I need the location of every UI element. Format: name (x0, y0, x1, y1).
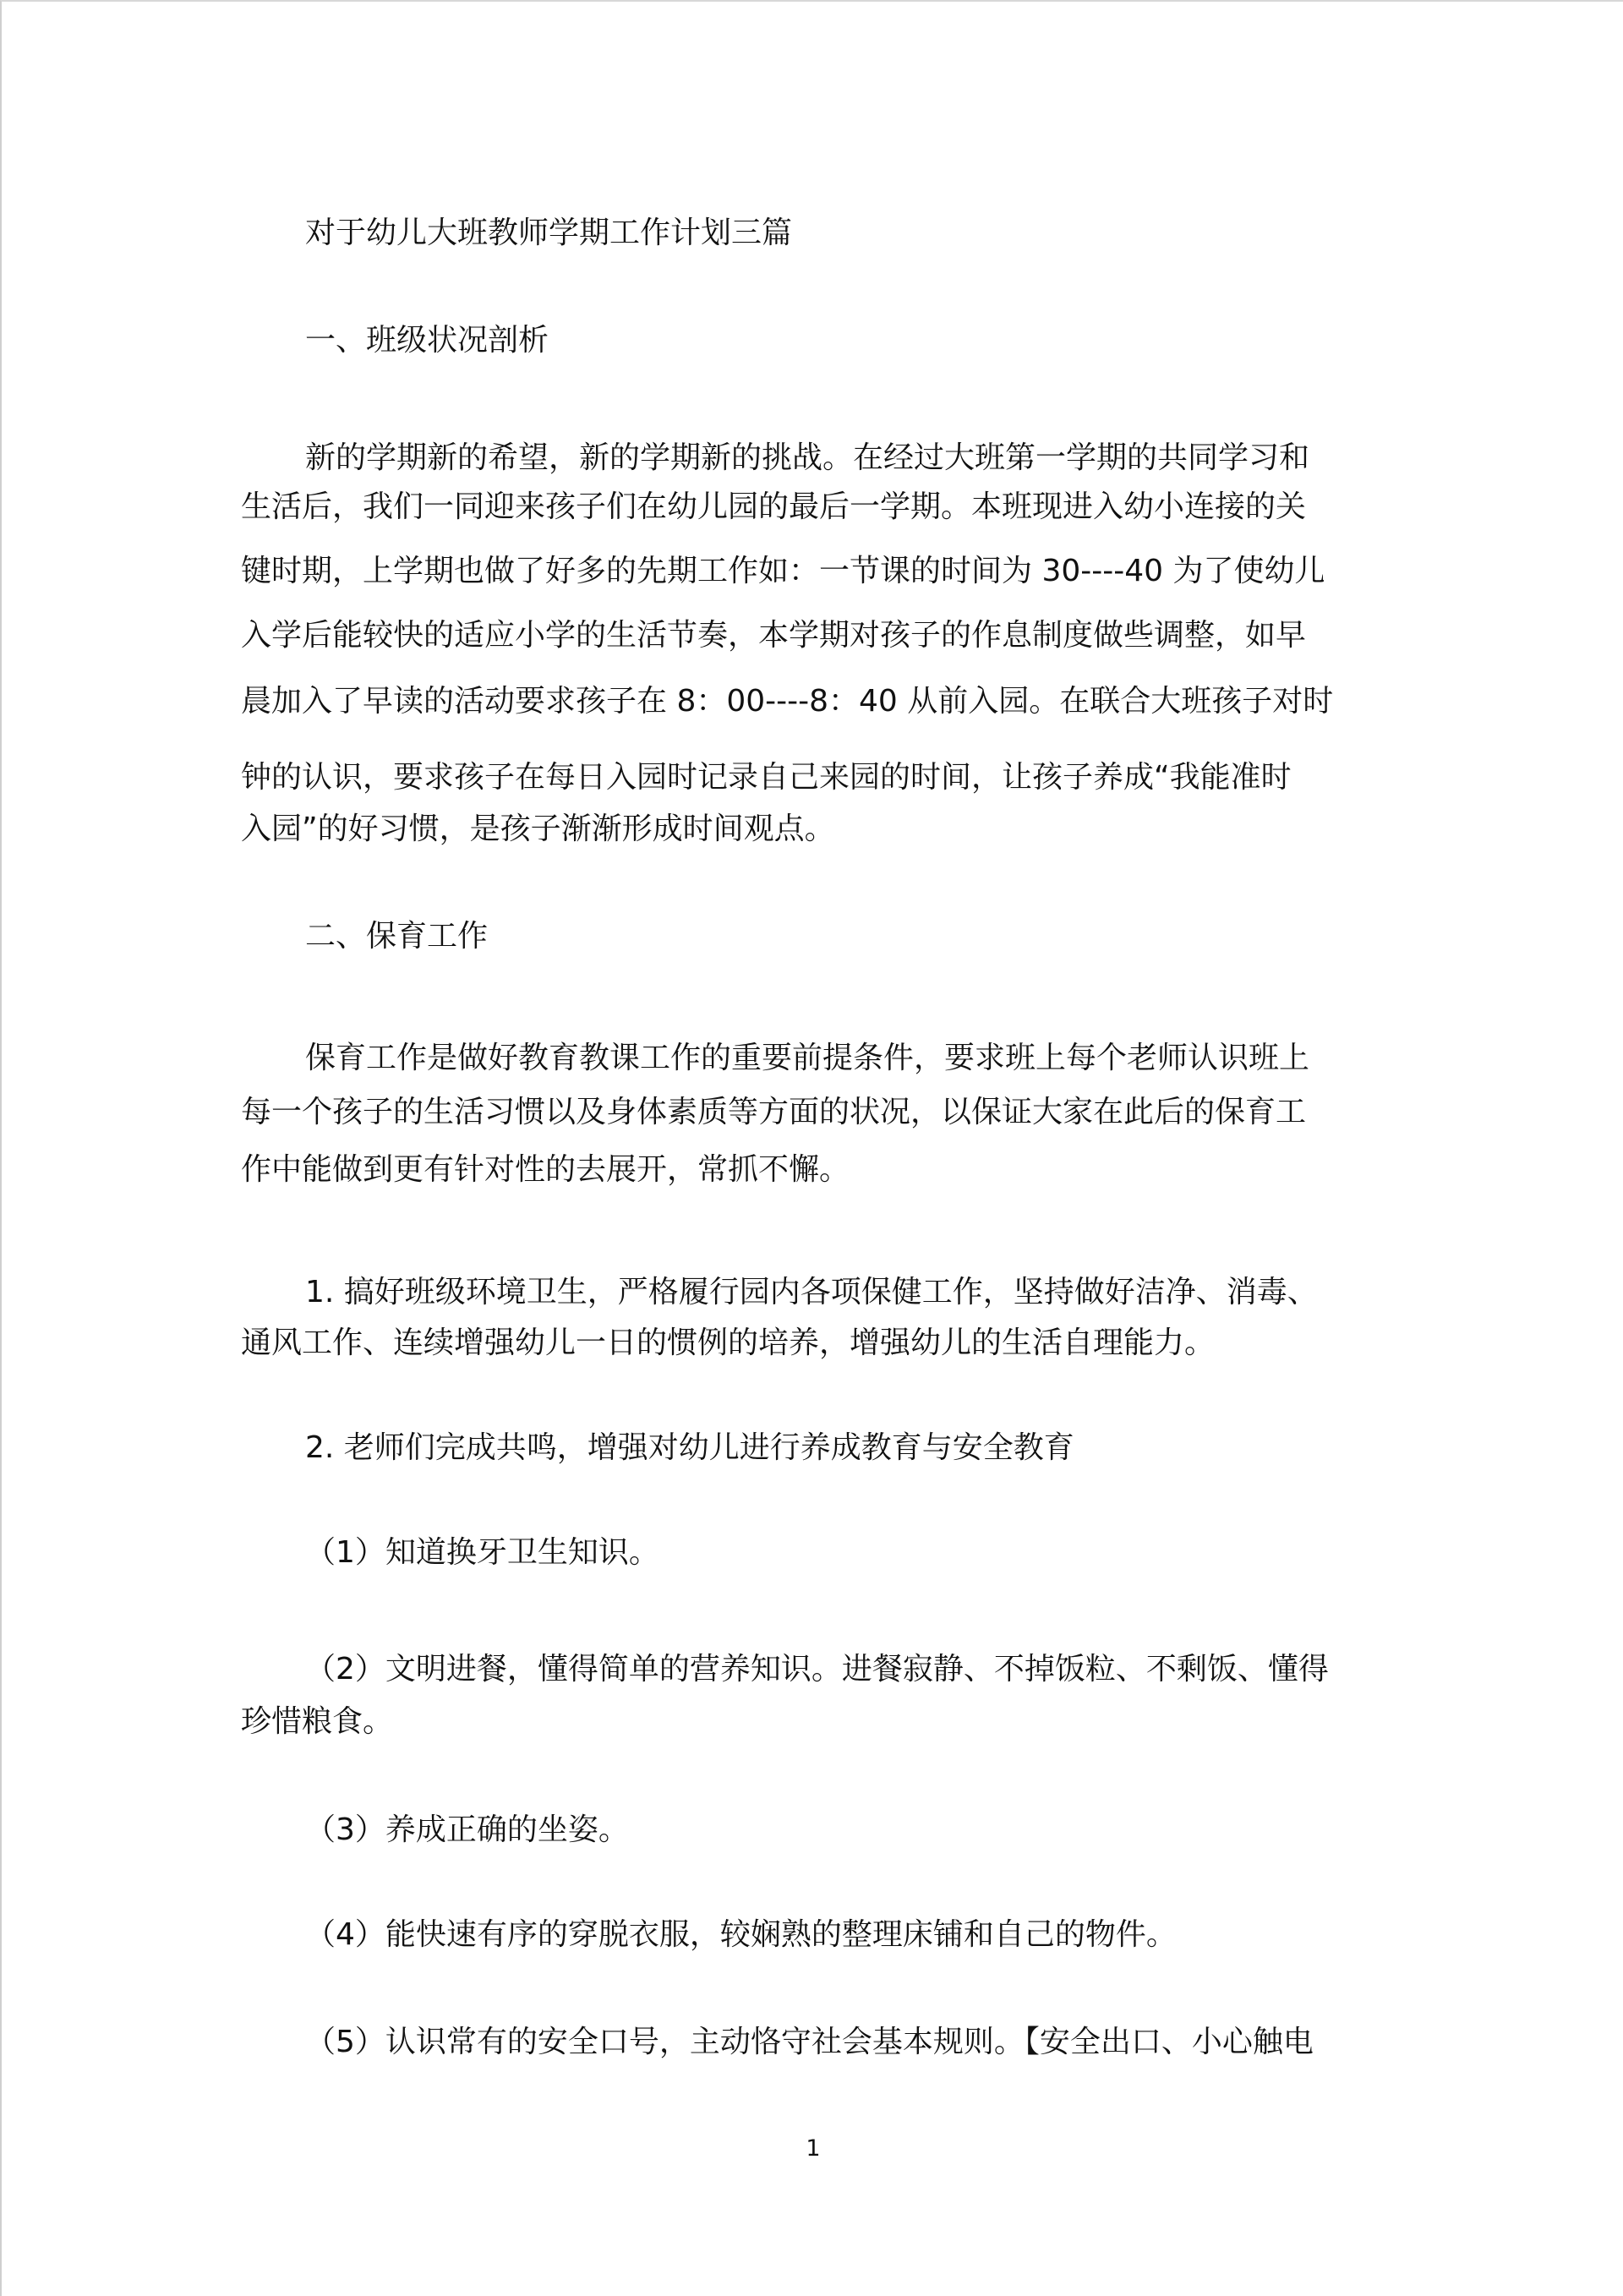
paragraph-line: 作中能做到更有针对性的去展开，常抓不懈。 (241, 1152, 850, 1187)
paragraph-line: 每一个孩子的生活习惯以及身体素质等方面的状况，以保证大家在此后的保育工 (241, 1095, 1307, 1129)
paragraph-line: 保育工作是做好教育教课工作的重要前提条件，要求班上每个老师认识班上 (305, 1041, 1310, 1075)
page-number: 1 (806, 2135, 821, 2162)
paragraph-line: 晨加入了早读的活动要求孩子在 8：00----8：40 从前入园。在联合大班孩子对时 (241, 684, 1334, 719)
sub-list-item: （3）养成正确的坐姿。 (305, 1812, 629, 1847)
document-title: 对于幼儿大班教师学期工作计划三篇 (305, 216, 793, 250)
section-heading: 一、班级状况剖析 (305, 323, 549, 358)
sub-list-item: 珍惜粮食。 (241, 1704, 394, 1739)
sub-list-item: （5）认识常有的安全口号，主动恪守社会基本规则。【安全出口、小心触电 (305, 2025, 1314, 2059)
paragraph-line: 入园”的好习惯，是孩子渐渐形成时间观点。 (241, 812, 835, 846)
sub-list-item: （4）能快速有序的穿脱衣服，较娴熟的整理床铺和自己的物件。 (305, 1917, 1177, 1952)
paragraph-line: 入学后能较快的适应小学的生活节奏，本学期对孩子的作息制度做些调整，如早 (241, 618, 1307, 653)
paragraph-line: 生活后，我们一同迎来孩子们在幼儿园的最后一学期。本班现进入幼小连接的关 (241, 489, 1307, 524)
list-item: 2. 老师们完成共鸣，增强对幼儿进行养成教育与安全教育 (305, 1430, 1074, 1465)
section-heading: 二、保育工作 (305, 919, 489, 954)
sub-list-item: （1）知道换牙卫生知识。 (305, 1535, 659, 1570)
paragraph-line: 键时期，上学期也做了好多的先期工作如：一节课的时间为 30----40 为了使幼儿 (241, 554, 1325, 588)
paragraph-line: 新的学期新的希望，新的学期新的挑战。在经过大班第一学期的共同学习和 (305, 440, 1310, 475)
paragraph-line: 钟的认识，要求孩子在每日入园时记录自己来园的时间，让孩子养成“我能准时 (241, 760, 1292, 795)
list-item: 通风工作、连续增强幼儿一日的惯例的培养，增强幼儿的生活自理能力。 (241, 1326, 1216, 1360)
sub-list-item: （2）文明进餐，懂得简单的营养知识。进餐寂静、不掉饭粒、不剩饭、懂得 (305, 1652, 1329, 1686)
list-item: 1. 搞好班级环境卫生，严格履行园内各项保健工作，坚持做好洁净、消毒、 (305, 1275, 1318, 1309)
